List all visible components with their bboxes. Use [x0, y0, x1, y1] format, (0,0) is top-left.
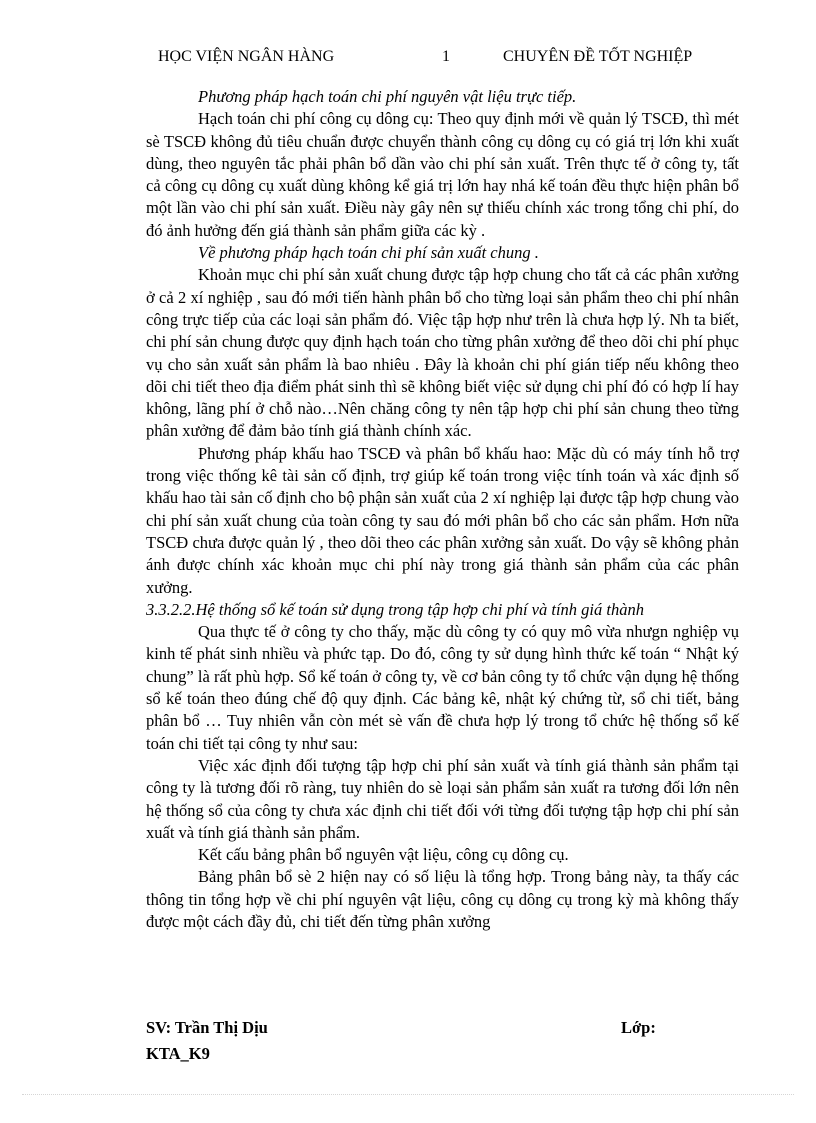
page-header [0, 48, 816, 72]
section-heading-3-3-2-2: 3.3.2.2.Hệ thống sổ kế toán sử dụng trong tập hợp chi phí và tính giá thành [146, 599, 644, 619]
document-body [146, 86, 739, 933]
header-institution: HỌC VIỆN NGÂN HÀNG [158, 48, 335, 65]
paragraph-cost-objects: Việc xác định đối tượng tập hợp chi phí sản xuất và tính giá thành sản phẩm tại công ty là tương đối rõ ràng, tuy nhiên do sè loại sản phẩm sản xuất ra tương đối lớn nên hệ thống sổ của công ty chưa xác định chi tiết đối với từng đối tượng tập hợp chi phí sản xuất và tính giá thành sản phẩm. [146, 755, 739, 842]
paragraph-ledger-system: Qua thực tế ở công ty cho thấy, mặc dù công ty có quy mô vừa nhưgn nghiệp vụ kinh tế phát sinh nhiều và phức tạp. Do đó, công ty sử dụng hình thức kế toán “ Nhật ký chung” là rất phù hợp. Sổ kế toán ở công ty, về cơ bản công ty tổ chức vận dụng hệ thống sổ kế toán theo đúng chế độ quy định. Các bảng kê, nhật ký chứng từ, sổ chi tiết, bảng phân bổ … Tuy nhiên vẫn còn mét sè vấn đề chưa hợp lý trong tổ chức hệ thống sổ kế toán chi tiết tại công ty như sau: [146, 622, 739, 753]
paragraph-allocation-table: Bảng phân bổ sè 2 hiện nay có số liệu là tổng hợp. Trong bảng này, ta thấy các thông tin tổng hợp về chi phí nguyên vật liệu, công cụ dông cụ trong kỳ mà không thấy được một cách đầy đủ, chi tiết đến từng phân xưởng [146, 867, 739, 931]
header-page-number: 1 [442, 48, 450, 65]
footer-student-name: SV: Trần Thị Dịu [146, 1018, 268, 1037]
paragraph-allocation-structure: Kết cấu bảng phân bổ nguyên vật liệu, công cụ dông cụ. [198, 845, 569, 865]
footer-class-code: KTA_K9 [146, 1044, 210, 1063]
footer-class-label: Lớp: [621, 1018, 656, 1037]
paragraph-tool-cost: Hạch toán chi phí công cụ dông cụ: Theo quy định mới về quản lý TSCĐ, thì mét sè TSCĐ không đủ tiêu chuẩn được chuyển thành công cụ dông cụ có giá trị lớn khi xuất dùng, theo nguyên tắc phải phân bổ dần vào chi phí sản xuất. Trên thực tế ở công ty, tất cả công cụ dông cụ xuất dùng không kể giá trị lớn hay nhá kế toán đều thực hiện phân bổ một lần vào chi phí sản xuất. Điều này gây nên sự thiếu chính xác trong tổng chi phí, do đó ảnh hưởng đến giá thành sản phẩm giữa các kỳ . [146, 109, 739, 240]
header-document-type: CHUYÊN ĐỀ TỐT NGHIỆP [503, 48, 693, 65]
paragraph-heading-general-production: Về phương pháp hạch toán chi phí sản xuất chung . [198, 243, 539, 263]
paragraph-general-production: Khoản mục chi phí sản xuất chung được tập hợp chung cho tất cả các phân xưởng ở cả 2 xí nghiệp , sau đó mới tiến hành phân bổ cho từng loại sản phẩm theo chi phí nhân công trực tiếp của các loại sản phẩm đó. Việc tập hợp như trên là chưa hợp lý. Nh ta biết, chi phí sản chung được quy định hạch toán cho từng phân xưởng để theo dõi chi phí phục vụ cho sản xuất sản phẩm là bao nhiêu . Đây là khoản chi phí gián tiếp nếu không theo dõi chi tiết theo địa điểm phát sinh thì sẽ không biết việc sử dụng chi phí đó có hợp lí hay không, lãng phí ở chỗ nào…Nên chăng công ty nên tập hợp chi phí sản chung theo từng phân xưởng để đảm bảo tính giá thành chính xác. [146, 265, 739, 441]
paragraph-depreciation: Phương pháp khấu hao TSCĐ và phân bổ khấu hao: Mặc dù có máy tính hỗ trợ trong việc thống kê tài sản cố định, trợ giúp kế toán trong việc tính toán và xác định số khấu hao tài sản cố định cho bộ phận sản xuất của 2 xí nghiệp lại được tập hợp chung vào chi phí sản xuất chung của toàn công ty sau đó mới phân bổ cho các sản phẩm. Hơn nữa TSCĐ chưa được quản lý , theo dõi theo các phân xưởng sản xuất. Do vậy sẽ không phản ánh được chính xác khoản mục chi phí này trong giá thành sản phẩm của các phân xưởng. [146, 443, 739, 597]
page-bottom-edge [22, 1094, 794, 1095]
paragraph-heading-material-cost: Phương pháp hạch toán chi phí nguyên vật liệu trực tiếp. [198, 87, 577, 106]
